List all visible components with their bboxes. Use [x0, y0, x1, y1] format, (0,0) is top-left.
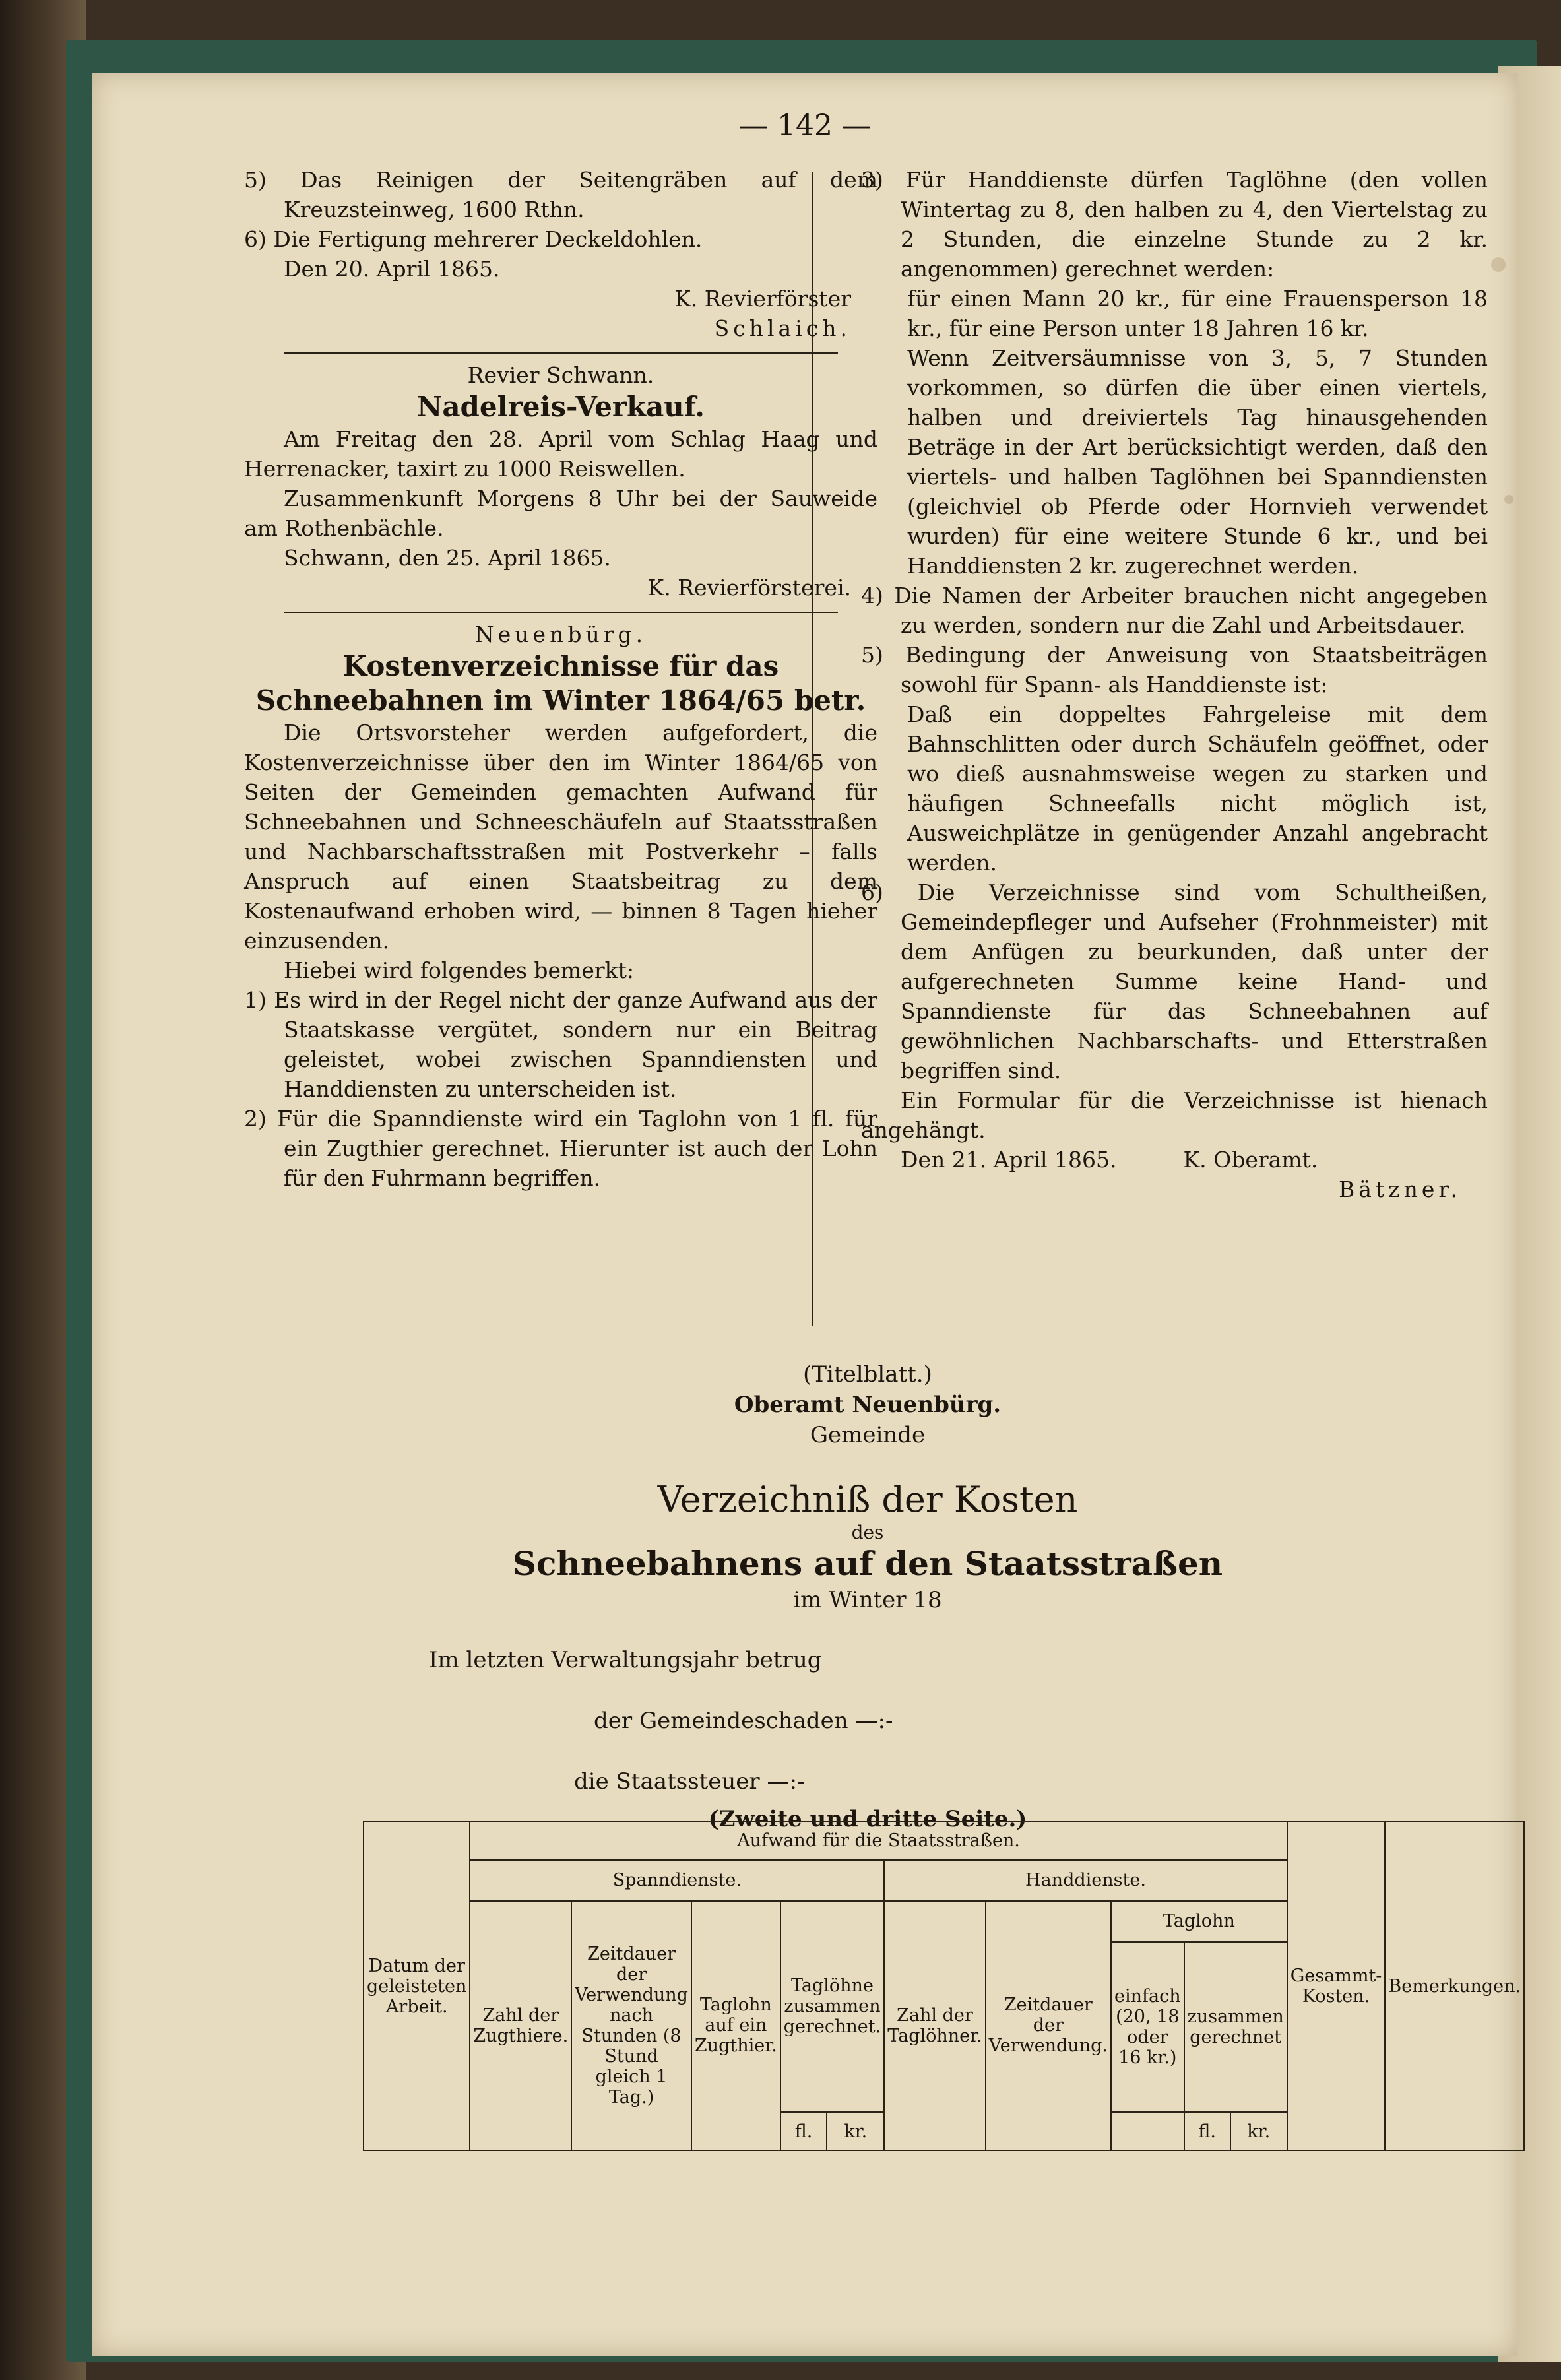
form-oberamt: Oberamt Neuenbürg.: [734, 1392, 1002, 1418]
kosten-point-3-rates: für einen Mann 20 kr., für eine Frauensperson 18 kr., für eine Person unter 18 Jahren 16 kr.: [907, 286, 1488, 341]
col-gesammt: Gesammt-Kosten.: [1287, 1822, 1386, 2150]
kosten-point-1: 1) Es wird in der Regel nicht der ganze Aufwand aus der Staatskasse vergütet, sondern nur ein Beitrag geleistet, wobei zwischen Spanndiensten und Handdiensten zu unterscheiden ist.: [244, 987, 877, 1102]
kosten-point-5: 5) Bedingung der Anweisung von Staatsbeiträgen sowohl für Spann- als Handdienste ist:: [861, 642, 1488, 697]
col-zahl-tagloehner: Zahl der Taglöhner.: [884, 1901, 985, 2150]
nadelreis-text-1: Am Freitag den 28. April vom Schlag Haag und Herrenacker, taxirt zu 1000 Reiswellen.: [244, 426, 877, 482]
place-label: Neuenbürg.: [474, 622, 647, 647]
header-taglohn: Taglohn: [1111, 1901, 1287, 1942]
right-column: [861, 165, 1488, 1204]
section-rule: [284, 612, 838, 613]
document-page: [92, 73, 1521, 2356]
col-bemerkungen: Bemerkungen.: [1385, 1822, 1524, 2150]
formular-note: Ein Formular für die Verzeichnisse ist hienach angehängt.: [861, 1087, 1488, 1143]
nadelreis-heading: Nadelreis-Verkauf.: [416, 391, 705, 423]
form-title-2: Schneebahnens auf den Staatsstraßen: [512, 1544, 1223, 1583]
form-title-1: Verzeichniß der Kosten: [657, 1479, 1078, 1520]
cell-kr: kr.: [1230, 2112, 1287, 2150]
forst-date: Den 20. April 1865.: [284, 256, 500, 282]
titelblatt-label: (Titelblatt.): [803, 1361, 932, 1388]
form-gemeindeschaden: der Gemeindeschaden —:-: [594, 1708, 893, 1734]
form-template: [244, 1359, 1491, 1834]
nadelreis-date: Schwann, den 25. April 1865.: [284, 545, 611, 571]
kosten-point-2: 2) Für die Spanndienste wird ein Taglohn von 1 fl. für ein Zugthier gerechnet. Hierunter ist auch der Lohn für den Fuhrmann begriffen.: [244, 1106, 877, 1191]
form-title-3: im Winter 18: [793, 1587, 942, 1613]
revier-label: Revier Schwann.: [467, 362, 654, 388]
col-einfach: einfach (20, 18 oder 16 kr.): [1111, 1942, 1184, 2112]
col-zusammen-gerechnet: zusammen gerechnet: [1184, 1942, 1287, 2112]
oberamt-date-line: [861, 1145, 1488, 1174]
form-title-des: des: [851, 1522, 884, 1543]
nadelreis-signature: K. Revierförsterei.: [647, 575, 851, 600]
col-zahl-zugthiere: Zahl der Zugthiere.: [470, 1901, 571, 2150]
form-prev-year: Im letzten Verwaltungsjahr betrug: [429, 1647, 822, 1673]
header-aufwand: Aufwand für die Staatsstraßen.: [470, 1822, 1287, 1860]
cell-kr: kr.: [827, 2112, 884, 2150]
col-zeitdauer-verwendung: Zeitdauer der Verwendung.: [986, 1901, 1111, 2150]
forst-signature-name: Schlaich.: [714, 315, 851, 341]
stain: [1491, 257, 1506, 272]
nadelreis-text-2: Zusammenkunft Morgens 8 Uhr bei der Sauweide am Rothenbächle.: [244, 486, 877, 541]
kosten-point-3-extra: Wenn Zeitversäumnisse von 3, 5, 7 Stunden vorkommen, so dürfen die über einen viertels, halben und dreiviertels Tag hinausgehenden Beträge in der Art berücksichtigt werden, daß den viertels- und halben Taglöhnen bei Spanndiensten (gleichviel ob Pferde oder Hornvieh verwendet wurden) für eine weitere Stunde 6 kr., und bei Handdiensten 2 kr. zugerechnet werden.: [907, 345, 1488, 579]
kosten-point-3: 3) Für Handdienste dürfen Taglöhne (den vollen Wintertag zu 8, den halben zu 4, den Viertelstag zu 2 Stunden, die einzelne Stunde zu 2 kr. angenommen) gerechnet werden:: [861, 167, 1488, 282]
header-handdienste: Handdienste.: [884, 1860, 1287, 1901]
col-tagloehne-zusammen: Taglöhne zusammen gerechnet.: [780, 1901, 884, 2112]
header-spanndienste: Spanndienste.: [470, 1860, 884, 1901]
col-datum: Datum der geleisteten Arbeit.: [364, 1822, 470, 2150]
cell-fl: fl.: [1184, 2112, 1230, 2150]
stain: [1504, 495, 1513, 504]
kosten-remark-intro: Hiebei wird folgendes bemerkt:: [284, 957, 634, 983]
kosten-text: Die Ortsvorsteher werden aufgefordert, die Kostenverzeichnisse über den im Winter 1864/65 von Seiten der Gemeinden gemachten Aufwand für Schneebahnen und Schneeschäufeln auf Staatsstraßen und Nachbarschaftsstraßen mit Postverkehr – falls Anspruch auf einen Staatsbeitrag zu dem Kostenaufwand erhoben wird, — binnen 8 Tagen hieher einzusenden.: [244, 720, 877, 953]
forst-item-5: 5) Das Reinigen der Seitengräben auf dem Kreuzsteinweg, 1600 Rthn.: [244, 167, 877, 222]
left-column: [244, 165, 877, 1193]
kosten-point-5-detail: Daß ein doppeltes Fahrgeleise mit dem Bahnschlitten oder durch Schäufeln geöffnet, oder wo dieß ausnahmsweise wegen zu starken und häufigen Schneefalls nicht möglich ist, Ausweichplätze in genügender Anzahl angebracht werden.: [907, 701, 1488, 876]
forst-signature-title: K. Revierförster: [674, 286, 851, 311]
forst-item-6: 6) Die Fertigung mehrerer Deckeldohlen.: [244, 226, 703, 252]
oberamt-signature-title: K. Oberamt.: [1183, 1147, 1318, 1173]
oberamt-signature-name: Bätzner.: [1339, 1176, 1461, 1202]
oberamt-date: Den 21. April 1865.: [901, 1147, 1117, 1173]
cost-ledger-table: [363, 1821, 1525, 2151]
kosten-heading: Kostenverzeichnisse für das Schneebahnen im Winter 1864/65 betr.: [255, 650, 866, 717]
page-number: — 142 —: [739, 109, 871, 143]
form-pages-label: (Zweite und dritte Seite.): [708, 1806, 1027, 1832]
cell-einfach-blank: [1111, 2112, 1184, 2150]
col-taglohn-zugthier: Taglohn auf ein Zugthier.: [691, 1901, 780, 2150]
kosten-point-6: 6) Die Verzeichnisse sind vom Schultheißen, Gemeindepfleger und Aufseher (Frohnmeister) mit dem Anfügen zu beurkunden, daß unter der aufgerechneten Summe keine Hand- und Spanndienste für das Schneebahnen auf gewöhnlichen Nachbarschafts- und Etterstraßen begriffen sind.: [861, 880, 1488, 1083]
section-rule: [284, 352, 838, 354]
kosten-point-4: 4) Die Namen der Arbeiter brauchen nicht angegeben zu werden, sondern nur die Zahl und Arbeitsdauer.: [861, 583, 1488, 638]
form-staatssteuer: die Staatssteuer —:-: [574, 1768, 805, 1795]
form-gemeinde: Gemeinde: [810, 1422, 926, 1448]
col-zeitdauer: Zeitdauer der Verwendung nach Stunden (8 Stund gleich 1 Tag.): [571, 1901, 691, 2150]
cell-fl: fl.: [780, 2112, 827, 2150]
